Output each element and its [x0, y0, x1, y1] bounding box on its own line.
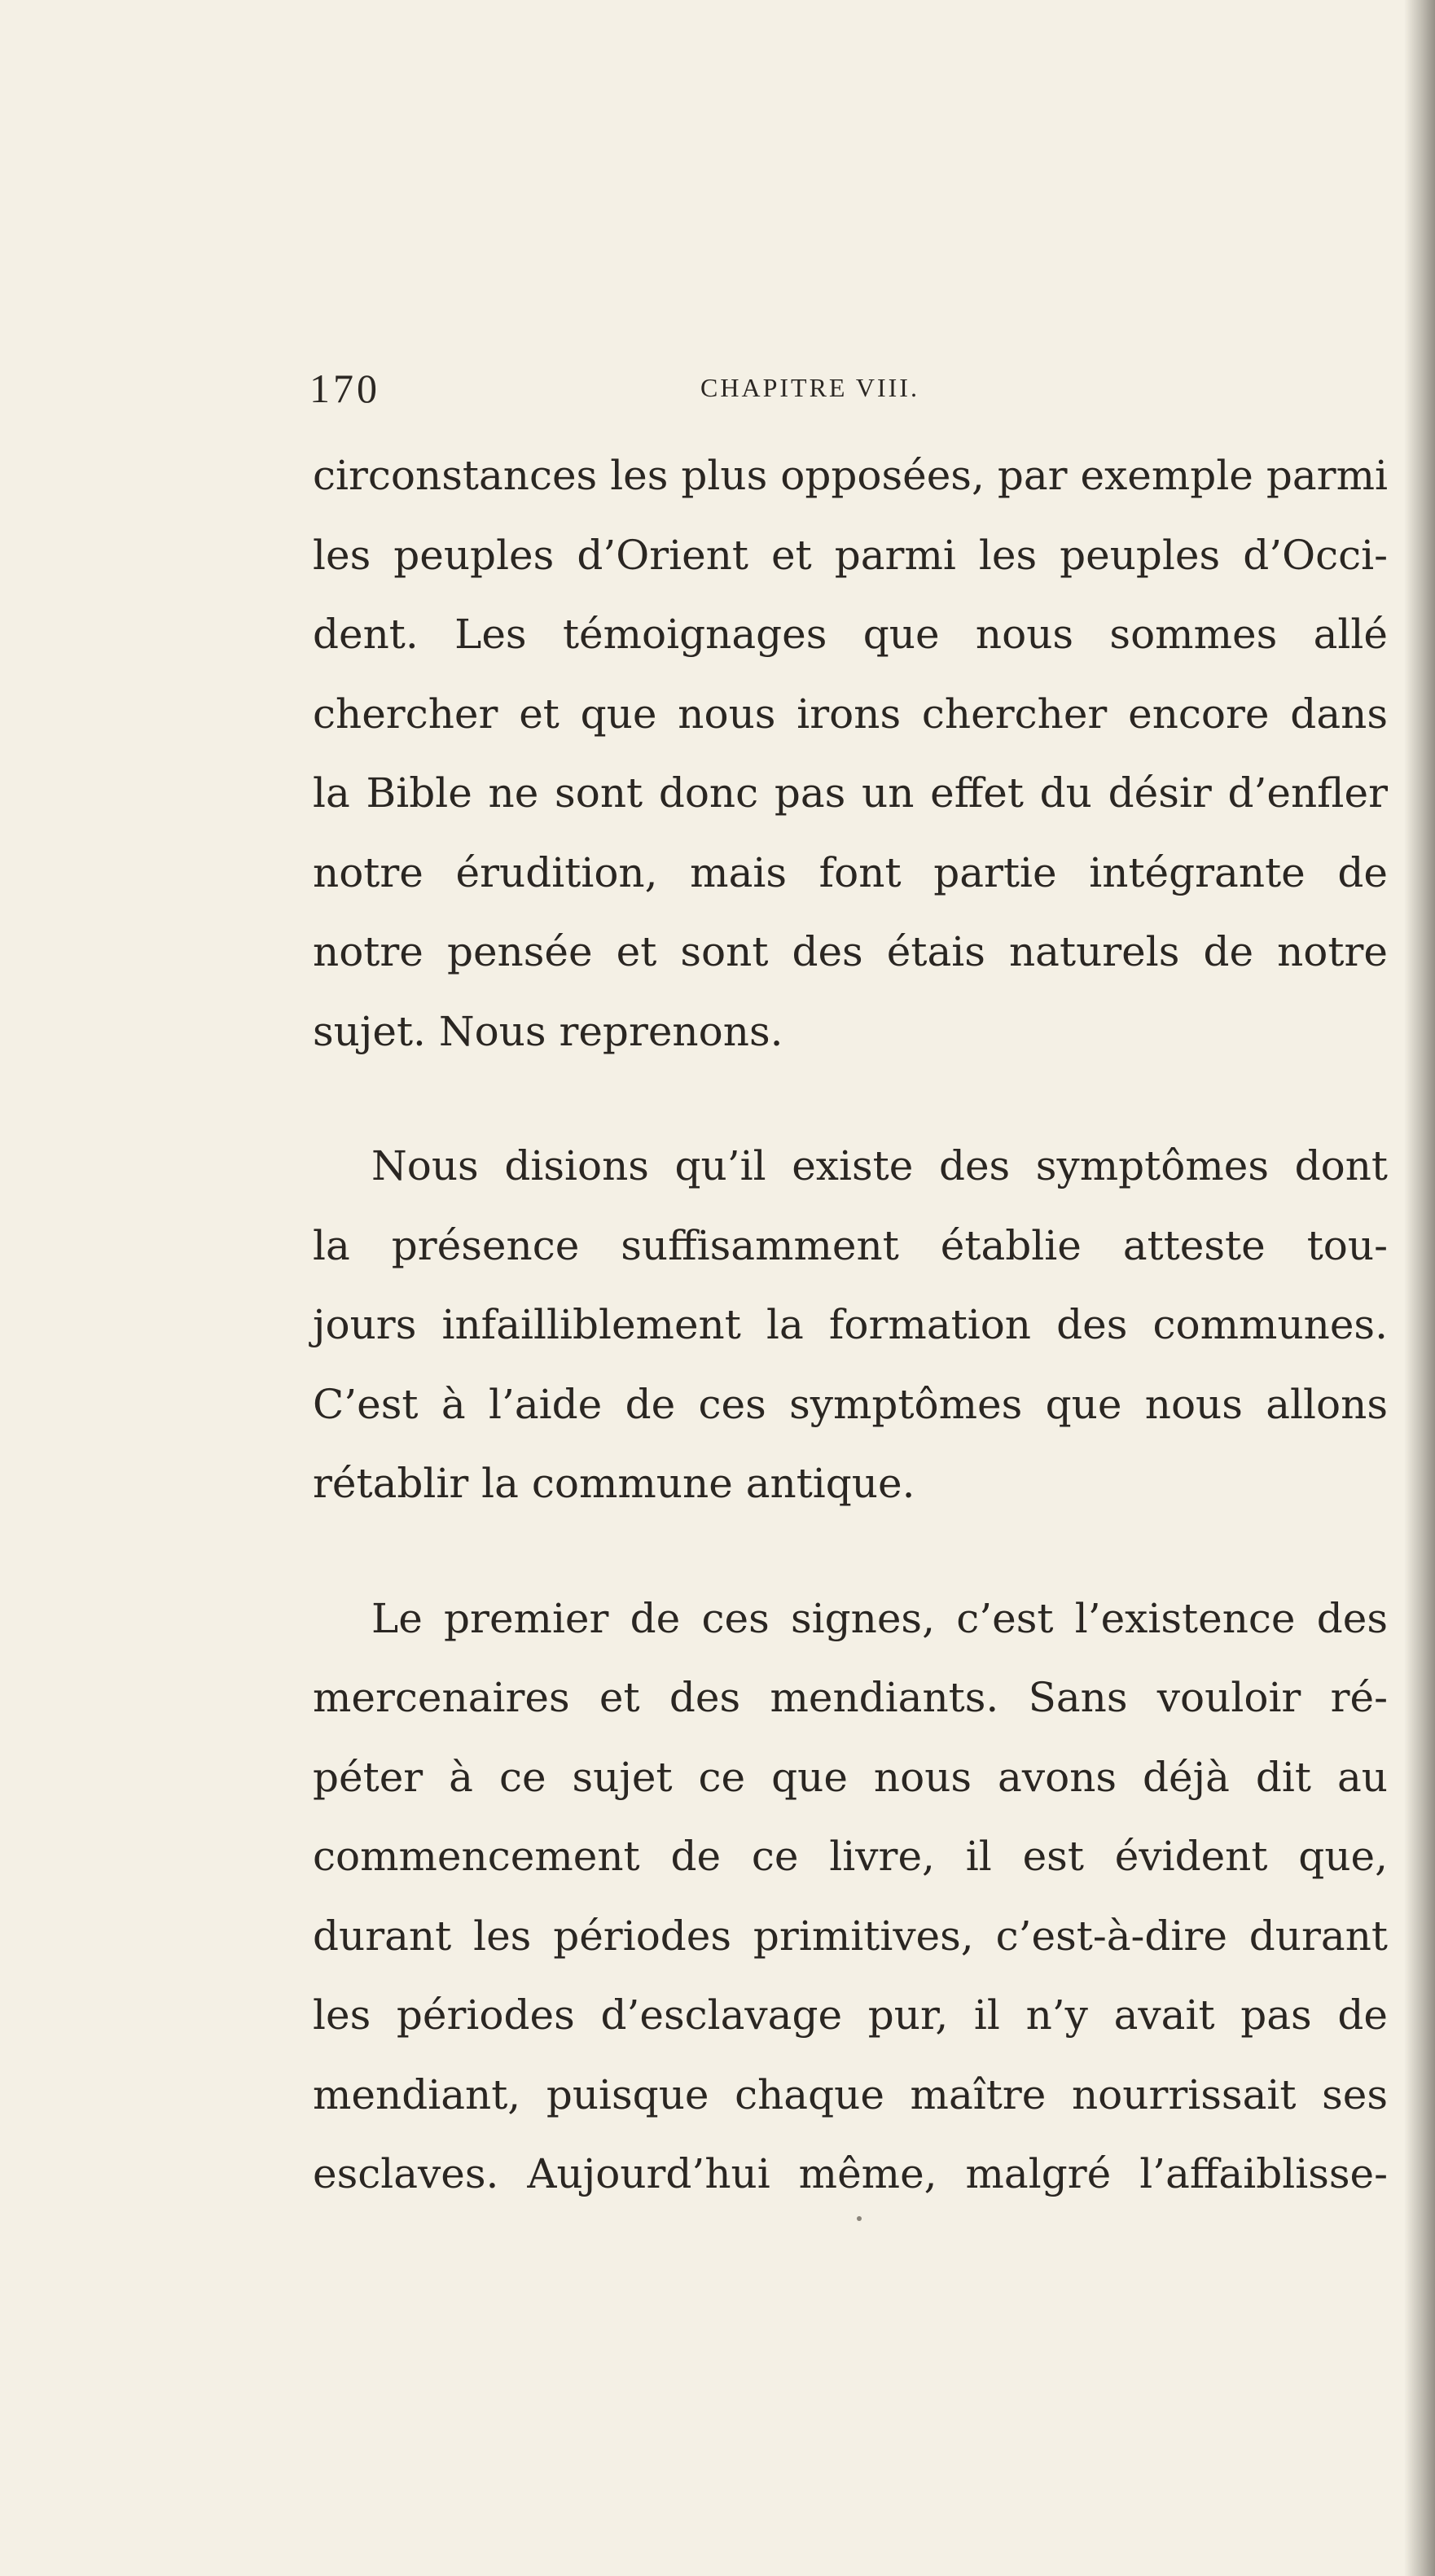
text-line: dent. Les témoignages que nous sommes allé [313, 611, 1388, 658]
text-line: esclaves. Aujourd’hui même, malgré l’affaiblisse- [313, 2150, 1388, 2197]
text-line: commencement de ce livre, il est évident que, [313, 1833, 1388, 1880]
text-line: chercher et que nous irons chercher encore dans [313, 690, 1388, 738]
text-line: Le premier de ces signes, c’est l’existence des [371, 1594, 1388, 1642]
page-edge-shadow [1404, 0, 1435, 2576]
text-line: durant les périodes primitives, c’est-à-dire durant [313, 1912, 1388, 1960]
running-head: CHAPITRE VIII. [700, 373, 919, 402]
text-line: péter à ce sujet ce que nous avons déjà dit au [313, 1753, 1388, 1801]
page-number: 170 [309, 366, 380, 411]
text-line: sujet. Nous reprenons. [313, 1007, 783, 1055]
text-line: Nous disions qu’il existe des symptômes dont [371, 1142, 1388, 1189]
text-line: C’est à l’aide de ces symptômes que nous allons [313, 1380, 1388, 1428]
text-line: rétablir la commune antique. [313, 1460, 915, 1507]
text-line: notre pensée et sont des étais naturels de notre [313, 928, 1388, 975]
text-line: circonstances les plus opposées, par exemple parmi [313, 452, 1388, 499]
text-line: jours infailliblement la formation des communes. [313, 1301, 1388, 1348]
body-text [313, 436, 1388, 2215]
paragraph-3 [313, 1579, 1388, 2215]
text-line: notre érudition, mais font partie intégrante de [313, 848, 1388, 896]
text-line: mendiant, puisque chaque maître nourrissait ses [313, 2070, 1388, 2118]
text-line: les peuples d’Orient et parmi les peuples d’Occi- [313, 531, 1388, 579]
text-line: la Bible ne sont donc pas un effet du désir d’enfler [313, 769, 1388, 817]
paragraph-1 [313, 436, 1388, 1071]
paper-speck [857, 2216, 862, 2221]
page-header [309, 365, 1393, 414]
paragraph-2 [313, 1127, 1388, 1524]
text-line: les périodes d’esclavage pur, il n’y avait pas de [313, 1991, 1388, 2039]
text-line: mercenaires et des mendiants. Sans vouloir ré- [313, 1674, 1388, 1721]
text-line: la présence suffisamment établie atteste tou- [313, 1221, 1388, 1269]
